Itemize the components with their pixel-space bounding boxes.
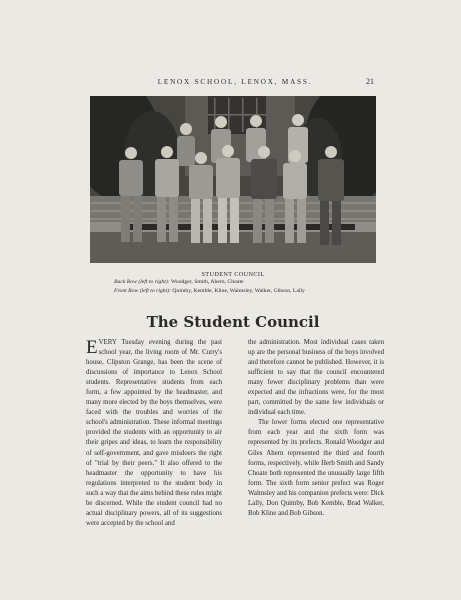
student-council-photo: [90, 96, 376, 263]
photo-caption-title: STUDENT COUNCIL: [201, 271, 265, 278]
article-left-column: [86, 338, 222, 558]
back-row-roster: [114, 279, 244, 285]
back-row-names: Woodger, Smith, Ahern, Choate: [170, 279, 244, 285]
article-paragraph-1: EVERY Tuesday evening during the past school year, the living room of Mr. Curry's house, Clipston Grange, has been the scene of discussions of importance to Lenox School students. Representative students from each form, a few appointed by the headmaster, and many more elected by the boys themselves, were faced with the troubles and worries of the school's administration. These informal meetings provided the students with an opportunity to air their gripes and ideas, to learn the responsibility of self-government, and gave misdoers the right of "trial by their peers." It also offered to the headmaster the opportunity to have his regulations interpreted to the student body in such a way that the aims behind these rules might be discerned. While the student council had no actual disciplinary powers, all of its suggestions were accepted by the school and: [86, 338, 222, 527]
article-title: The Student Council: [146, 313, 320, 331]
front-row-roster: [114, 288, 305, 294]
article-paragraph-2: the administration. Most individual cases taken up are the personal business of the boys involved and therefore cannot be published. However, it is sufficient to say that the council encountered many fewer disciplinary problems than were expected and the infractions were, for the most part, committed by the same few individuals or individual each time.: [248, 339, 384, 417]
article-paragraph-3: The lower forms elected one representative from each year and the sixth form was represented by its prefects. Ronald Woodger and Giles Ahern represented the third and fourth forms, respectively, while Herb Smith and Sandy Choate both represented the unusually large fifth form. The sixth form senior prefect was Roger Walmsley and his companion prefects were: Dick Lally, Don Quimby, Bob Kemble, Brad Walker, Bob Kline and Bob Gibson.: [248, 419, 384, 517]
article-right-column: [248, 338, 384, 558]
back-row-label: Back Row (left to right):: [114, 279, 170, 285]
front-row-label: Front Row (left to right):: [114, 288, 171, 294]
page-number: 21: [366, 77, 374, 86]
front-row-names: Quimby, Kemble, Kline, Walmsley, Walker, Gibson, Lally: [172, 288, 305, 294]
running-header: LENOX SCHOOL, LENOX, MASS.: [157, 78, 313, 86]
